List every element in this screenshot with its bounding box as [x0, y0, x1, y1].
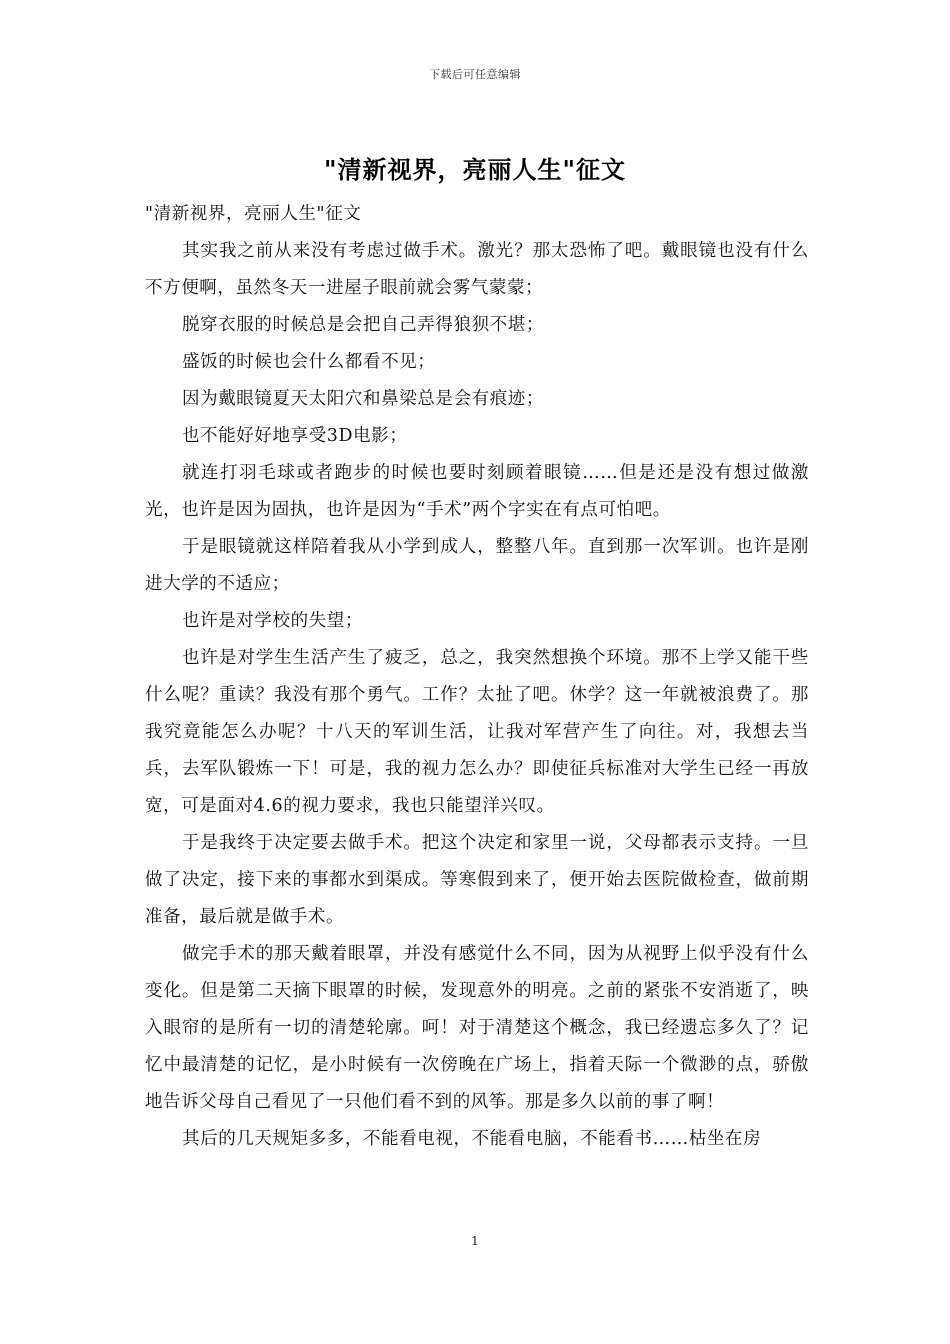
- body-paragraph: 其实我之前从来没有考虑过做手术。激光？那太恐怖了吧。戴眼镜也没有什么不方便啊，虽然冬天一进屋子眼前就会雾气蒙蒙；: [145, 241, 809, 298]
- page-number: 1: [471, 1234, 479, 1248]
- body-paragraph: 其后的几天规矩多多，不能看电视，不能看电脑，不能看书……枯坐在房: [182, 1129, 762, 1149]
- body-paragraph: 脱穿衣服的时候总是会把自己弄得狼狈不堪；: [182, 315, 544, 335]
- body-paragraph: 盛饭的时候也会什么都看不见；: [182, 352, 436, 372]
- body-paragraph: 也许是对学生生活产生了疲乏，总之，我突然想换个环境。那不上学又能干些什么呢？重读？我没有那个勇气。工作？太扯了吧。休学？这一年就被浪费了。那我究竟能怎么办呢？十八天的军训生活，让我对军营产生了向往。对，我想去当兵，去军队锻炼一下！可是，我的视力怎么办？即使征兵标准对大学生已经一再放宽，可是面对4.6的视力要求，我也只能望洋兴叹。: [145, 648, 809, 816]
- document-title: "清新视界，亮丽人生"征文: [323, 155, 626, 184]
- body-paragraph: 也不能好好地享受3D电影；: [182, 426, 408, 446]
- body-paragraph: "清新视界，亮丽人生"征文: [145, 204, 362, 224]
- body-paragraph: 也许是对学校的失望；: [182, 611, 363, 631]
- body-paragraph: 于是眼镜就这样陪着我从小学到成人，整整八年。直到那一次军训。也许是刚进大学的不适应；: [145, 537, 809, 594]
- body-paragraph: 于是我终于决定要去做手术。把这个决定和家里一说，父母都表示支持。一旦做了决定，接下来的事都水到渠成。等寒假到来了，便开始去医院做检查，做前期准备，最后就是做手术。: [145, 833, 809, 927]
- body-paragraph: 因为戴眼镜夏天太阳穴和鼻梁总是会有痕迹；: [182, 389, 544, 409]
- header-note: 下载后可任意编辑: [429, 68, 521, 81]
- body-paragraph: 就连打羽毛球或者跑步的时候也要时刻顾着眼镜……但是还是没有想过做激光，也许是因为固执，也许是因为“手术”两个字实在有点可怕吧。: [145, 463, 809, 520]
- document-body: [145, 196, 809, 1158]
- body-paragraph: 做完手术的那天戴着眼罩，并没有感觉什么不同，因为从视野上似乎没有什么变化。但是第二天摘下眼罩的时候，发现意外的明亮。之前的紧张不安消逝了，映入眼帘的是所有一切的清楚轮廓。呵！对于清楚这个概念，我已经遗忘多久了？记忆中最清楚的记忆，是小时候有一次傍晚在广场上，指着天际一个微渺的点，骄傲地告诉父母自己看见了一只他们看不到的风筝。那是多久以前的事了啊！: [145, 944, 809, 1112]
